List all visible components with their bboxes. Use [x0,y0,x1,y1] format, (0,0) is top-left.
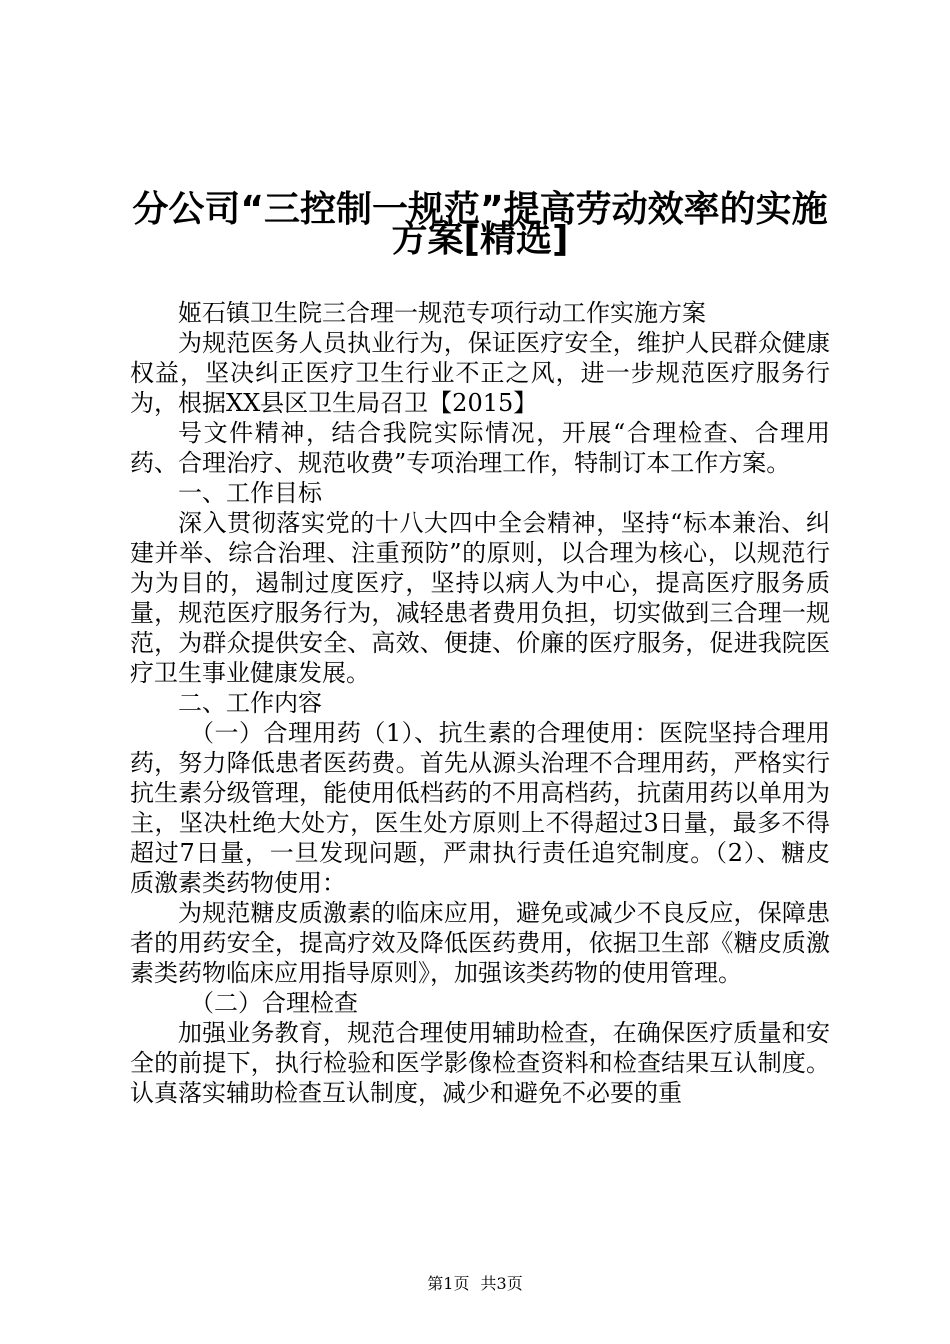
paragraph: 深入贯彻落实党的十八大四中全会精神，坚持“标本兼治、纠建并举、综合治理、注重预防”的原则，以合理为核心，以规范行为为目的，遏制过度医疗，坚持以病人为中心，提高医疗服务质量，规范医疗服务行为，减轻患者费用负担，切实做到三合理一规范，为群众提供安全、高效、便捷、价廉的医疗服务，促进我院医疗卫生事业健康发展。 [130,509,830,687]
paragraph: 为规范糖皮质激素的临床应用，避免或减少不良反应，保障患者的用药安全，提高疗效及降低医药费用，依据卫生部《糖皮质激素类药物临床应用指导原则》，加强该类药物的使用管理。 [130,899,830,987]
page-footer [0,1274,950,1294]
paragraph: 号文件精神，结合我院实际情况，开展“合理检查、合理用药、合理治疗、规范收费”专项治理工作，特制订本工作方案。 [130,419,830,477]
section-heading: 一、工作目标 [178,479,322,507]
paragraph: 加强业务教育，规范合理使用辅助检查，在确保医疗质量和安全的前提下，执行检验和医学影像检查资料和检查结果互认制度。认真落实辅助检查互认制度，减少和避免不必要的重 [130,1019,830,1107]
document-body [130,298,830,1108]
document-title-line-2: 方案[精选] [391,219,569,260]
document-title-line-1: 分公司“三控制一规范”提高劳动效率的实施 [132,189,828,230]
page-total: 共3页 [480,1274,523,1293]
paragraph-subtitle: 姬石镇卫生院三合理一规范专项行动工作实施方案 [178,299,706,327]
paragraph: 为规范医务人员执业行为，保证医疗安全，维护人民群众健康权益，坚决纠正医疗卫生行业不正之风，进一步规范医疗服务行为，根据XX县区卫生局召卫【2015】 [130,329,830,417]
section-heading: 二、工作内容 [178,689,322,717]
sub-heading: （二）合理检查 [190,989,358,1017]
paragraph: （一）合理用药（1）、抗生素的合理使用：医院坚持合理用药，努力降低患者医药费。首先从源头治理不合理用药，严格实行抗生素分级管理，能使用低档药的不用高档药，抗菌用药以单用为主，坚决杜绝大处方，医生处方原则上不得超过3日量，最多不得超过7日量，一旦发现问题，严肃执行责任追究制度。（2）、糖皮质激素类药物使用： [130,719,830,897]
page-number: 第1页 [427,1274,470,1293]
